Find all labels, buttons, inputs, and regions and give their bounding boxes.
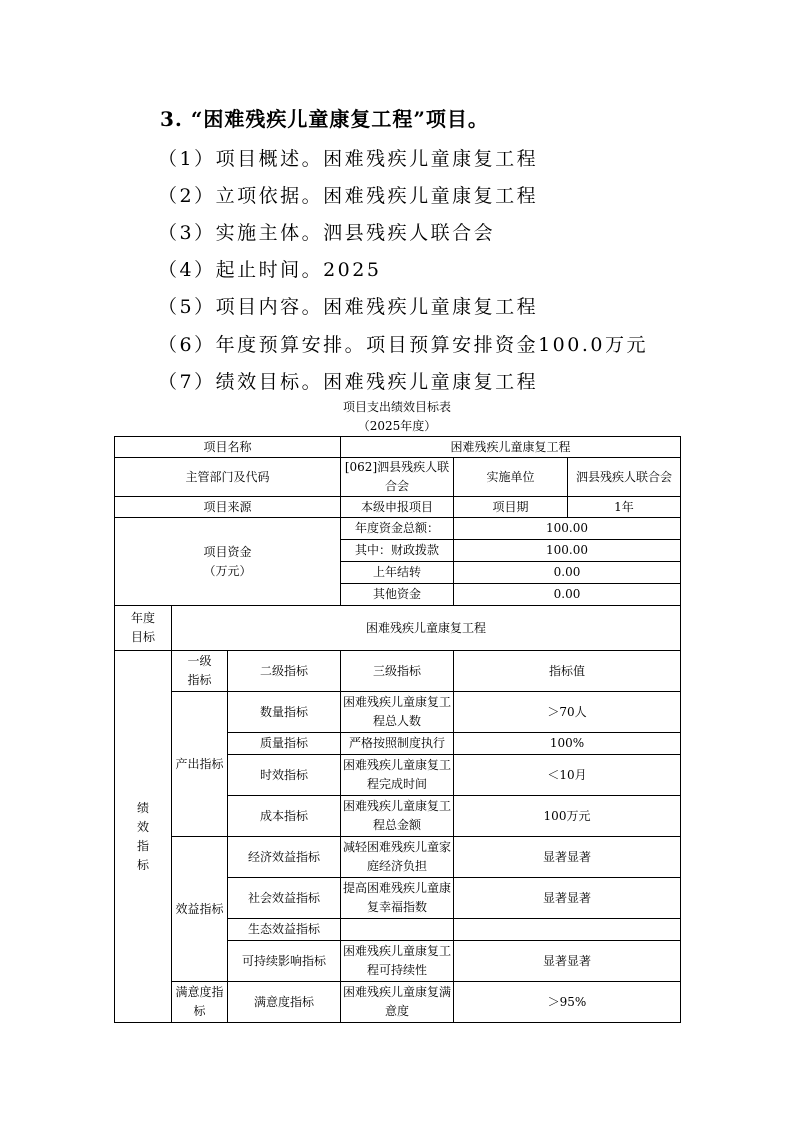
level3-cell: 减轻困难残疾儿童家庭经济负担 <box>341 837 454 878</box>
satisfaction-label: 满意度指标 <box>172 982 228 1023</box>
project-name-value: 困难残疾儿童康复工程 <box>341 437 681 458</box>
funds-item-label: 上年结转 <box>341 562 454 584</box>
impl-label: 实施单位 <box>454 458 568 497</box>
level2-cell: 生态效益指标 <box>228 919 341 941</box>
header-level2: 二级指标 <box>228 651 341 692</box>
funds-item-label: 其他资金 <box>341 584 454 606</box>
value-cell: ＞70人 <box>454 692 681 733</box>
level2-cell: 成本指标 <box>228 796 341 837</box>
annual-goal-value: 困难残疾儿童康复工程 <box>172 606 681 651</box>
period-value: 1年 <box>568 497 681 518</box>
row-dept <box>115 458 681 497</box>
performance-table <box>114 436 681 1023</box>
item-basis: （2）立项依据。困难残疾儿童康复工程 <box>158 185 539 207</box>
funds-item-label: 其中：财政拨款 <box>341 540 454 562</box>
value-cell: ＞95% <box>454 982 681 1023</box>
funds-label-cell <box>115 518 341 606</box>
value-cell: 100万元 <box>454 796 681 837</box>
level2-cell: 可持续影响指标 <box>228 941 341 982</box>
item-budget: （6）年度预算安排。项目预算安排资金100.0万元 <box>158 334 648 356</box>
level2-cell: 数量指标 <box>228 692 341 733</box>
funds-label: 项目资金 <box>203 544 252 559</box>
level3-cell <box>341 919 454 941</box>
impl-value: 泗县残疾人联合会 <box>568 458 681 497</box>
level3-cell: 困难残疾儿童康复工程可持续性 <box>341 941 454 982</box>
level3-cell: 严格按照制度执行 <box>341 733 454 755</box>
funds-item-label: 年度资金总额： <box>341 518 454 540</box>
perf-label: 绩效指标 <box>115 651 172 1023</box>
header-value: 指标值 <box>454 651 681 692</box>
row-indicator-header <box>115 651 681 692</box>
value-cell: 显著显著 <box>454 878 681 919</box>
level2-cell: 社会效益指标 <box>228 878 341 919</box>
dept-value: [062]泗县残疾人联合会 <box>341 458 454 497</box>
benefit-label: 效益指标 <box>172 837 228 982</box>
item-goal: （7）绩效目标。困难残疾儿童康复工程 <box>158 371 539 393</box>
source-label: 项目来源 <box>115 497 341 518</box>
level3-cell: 提高困难残疾儿童康复幸福指数 <box>341 878 454 919</box>
funds-item-value: 100.00 <box>454 540 681 562</box>
level3-cell: 困难残疾儿童康复工程完成时间 <box>341 755 454 796</box>
period-label: 项目期 <box>454 497 568 518</box>
table-title: 项目支出绩效目标表 <box>342 400 451 414</box>
funds-item-value: 0.00 <box>454 562 681 584</box>
value-cell: 显著显著 <box>454 941 681 982</box>
table-row <box>115 982 681 1023</box>
item-content: （5）项目内容。困难残疾儿童康复工程 <box>158 296 539 318</box>
value-cell: ＜10月 <box>454 755 681 796</box>
annual-goal-label: 年度目标 <box>115 606 172 651</box>
dept-label: 主管部门及代码 <box>115 458 341 497</box>
funds-item-value: 0.00 <box>454 584 681 606</box>
header-level1: 一级指标 <box>172 651 228 692</box>
level3-cell: 困难残疾儿童康复工程总金额 <box>341 796 454 837</box>
source-value: 本级申报项目 <box>341 497 454 518</box>
project-name-label: 项目名称 <box>115 437 341 458</box>
output-label: 产出指标 <box>172 692 228 837</box>
table-row <box>115 692 681 733</box>
item-period: （4）起止时间。2025 <box>158 259 382 281</box>
level2-cell: 时效指标 <box>228 755 341 796</box>
level3-cell: 困难残疾儿童康复工程总人数 <box>341 692 454 733</box>
funds-unit: （万元） <box>203 563 252 578</box>
row-annual-goal <box>115 606 681 651</box>
value-cell: 显著显著 <box>454 837 681 878</box>
item-implementer: （3）实施主体。泗县残疾人联合会 <box>158 222 496 244</box>
value-cell <box>454 919 681 941</box>
table-row <box>115 837 681 878</box>
level2-cell: 经济效益指标 <box>228 837 341 878</box>
level2-cell: 满意度指标 <box>228 982 341 1023</box>
row-project-name <box>115 437 681 458</box>
level3-cell: 困难残疾儿童康复满意度 <box>341 982 454 1023</box>
row-source <box>115 497 681 518</box>
row-funds-total <box>115 518 681 540</box>
item-overview: （1）项目概述。困难残疾儿童康复工程 <box>158 148 539 170</box>
level2-cell: 质量指标 <box>228 733 341 755</box>
section-heading: 3. “困难残疾儿童康复工程”项目。 <box>160 107 489 131</box>
value-cell: 100% <box>454 733 681 755</box>
funds-item-value: 100.00 <box>454 518 681 540</box>
header-level3: 三级指标 <box>341 651 454 692</box>
table-subtitle: （2025年度） <box>357 419 437 433</box>
